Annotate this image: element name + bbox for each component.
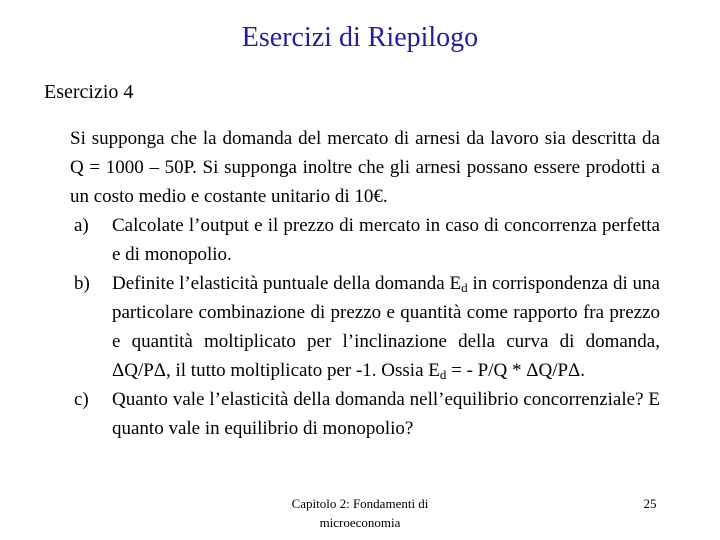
exercise-body	[70, 124, 660, 443]
list-marker-b: b)	[74, 273, 90, 294]
list-item-c	[70, 385, 660, 443]
exercise-intro: Si supponga che la domanda del mercato di arnesi da lavoro sia descritta da Q = 1000 – 50P. Si supponga inoltre che gli arnesi possano essere prodotti a un costo medio e costante unitario di 10€.	[70, 128, 660, 207]
exercise-heading: Esercizio 4	[44, 81, 134, 103]
list-item-b-text-part-3: = - P/Q * ΔQ/PΔ.	[446, 360, 586, 381]
list-item-b-text-part-2: in corrispondenza di una particolare combinazione di prezzo e quantità come rapporto fra prezzo e quantità moltiplicato per l’inclinazione della curva di domanda, ΔQ/PΔ, il tutto moltiplicato per -1. Ossia E	[112, 273, 660, 381]
page-number: 25	[643, 496, 657, 511]
list-marker-c: c)	[74, 389, 89, 410]
elasticity-subscript-2: d	[439, 367, 447, 382]
slide-title: Esercizi di Riepilogo	[241, 22, 479, 53]
list-item-a	[70, 211, 660, 269]
footer-chapter: Capitolo 2: Fondamenti di microeconomia	[291, 496, 429, 530]
list-item-b-text-part-1: Definite l’elasticità puntuale della domanda E	[112, 273, 462, 294]
list-item-a-text: Calcolate l’output e il prezzo di mercato in caso di concorrenza perfetta e di monopolio.	[112, 215, 660, 265]
list-item-b	[70, 269, 660, 385]
elasticity-subscript-1: d	[461, 280, 468, 295]
list-item-c-text: Quanto vale l’elasticità della domanda nell’equilibrio concorrenziale? E quanto vale in equilibrio di monopolio?	[112, 389, 660, 439]
list-item-b-text	[112, 269, 660, 385]
list-marker-a: a)	[74, 215, 89, 236]
